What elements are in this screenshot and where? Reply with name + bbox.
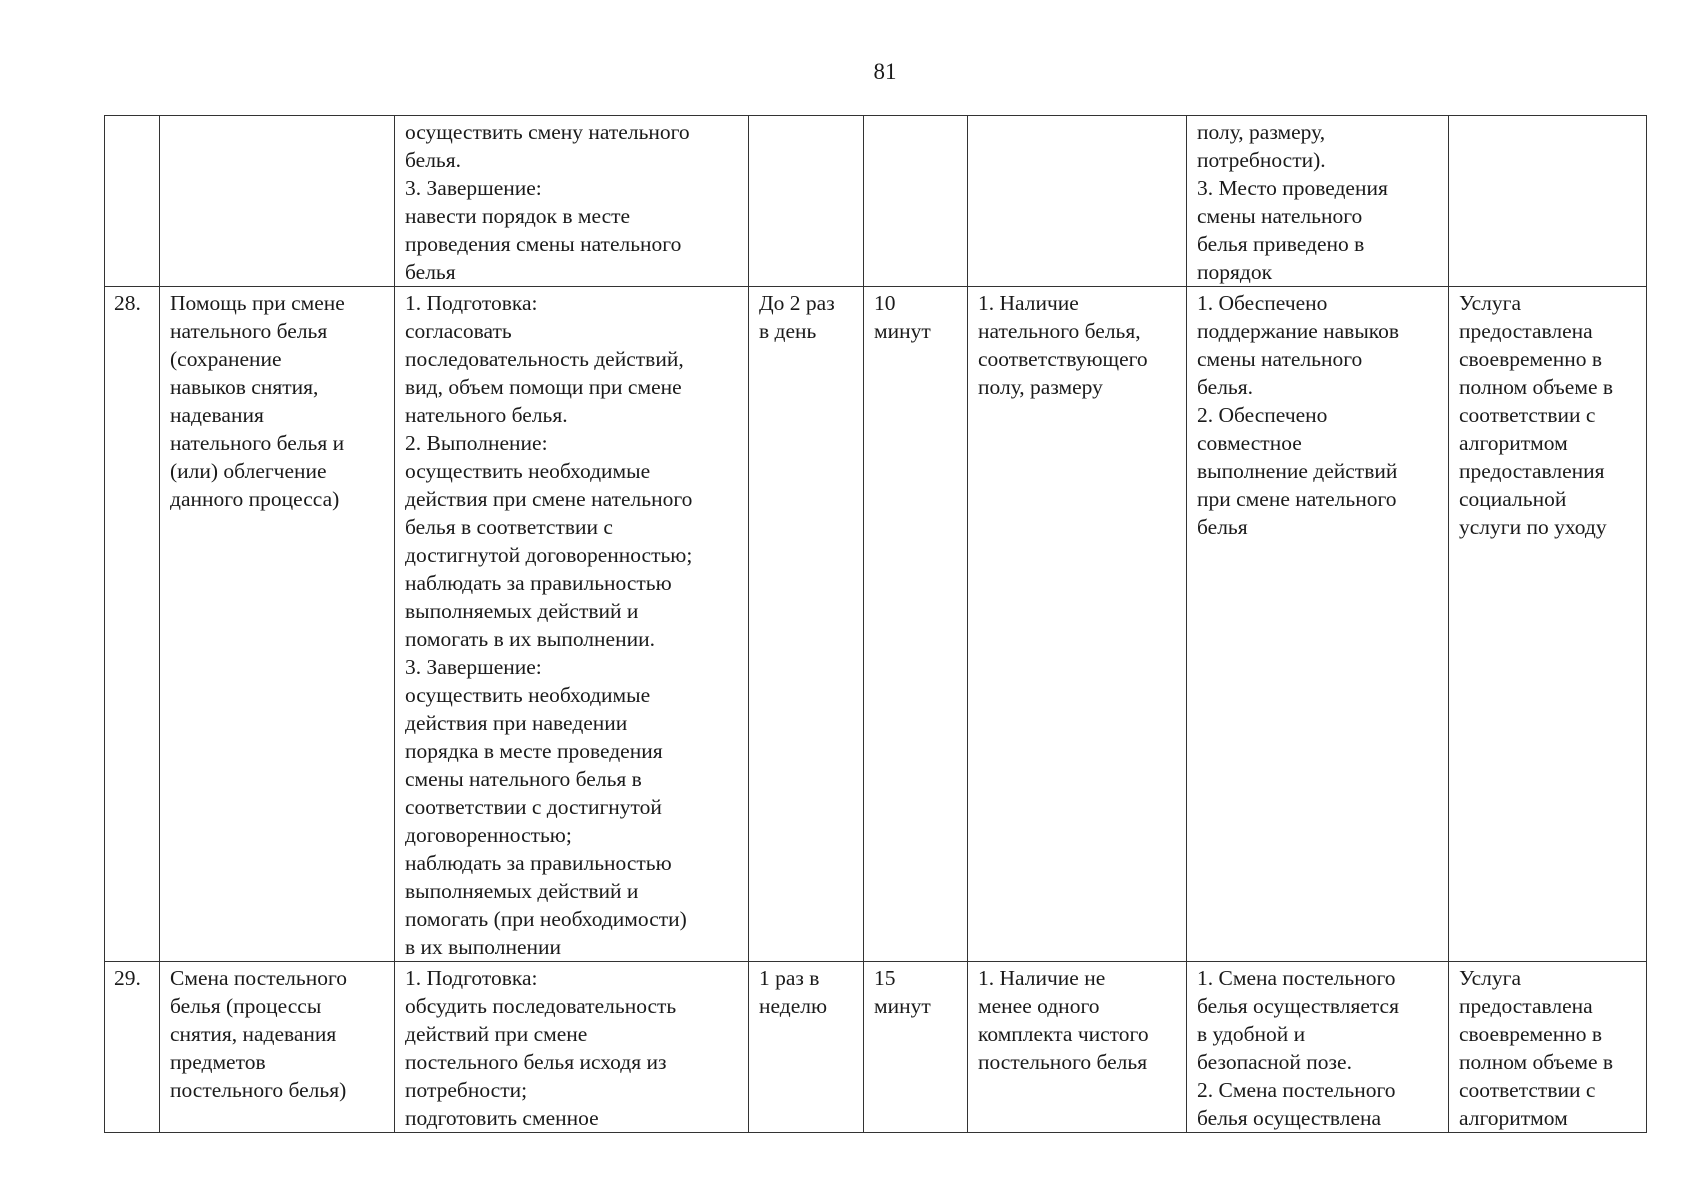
table-row bbox=[105, 287, 1647, 962]
cell-line: при смене нательного bbox=[1197, 487, 1397, 511]
actions-cell bbox=[395, 116, 749, 287]
cell-line: предоставлена bbox=[1459, 319, 1593, 343]
cell-line: смены нательного bbox=[1197, 204, 1363, 228]
cell-line: предметов bbox=[170, 1050, 266, 1074]
cell-line: соответствии с bbox=[1459, 1078, 1596, 1102]
duration-cell bbox=[864, 116, 968, 287]
cell-line: совместное bbox=[1197, 431, 1302, 455]
cell-line: подготовить сменное bbox=[405, 1106, 599, 1130]
cell-line: безопасной позе. bbox=[1197, 1050, 1352, 1074]
cell-line: осуществить необходимые bbox=[405, 683, 651, 707]
cell-line: данного процесса) bbox=[170, 487, 340, 511]
conditions-cell bbox=[968, 116, 1187, 287]
cell-line: 1 раз в bbox=[759, 966, 820, 990]
cell-line: действия при наведении bbox=[405, 711, 628, 735]
cell-line: полном объеме в bbox=[1459, 375, 1614, 399]
cell-line: вид, объем помощи при смене bbox=[405, 375, 682, 399]
cell-line: последовательность действий, bbox=[405, 347, 684, 371]
cell-line: в день bbox=[759, 319, 817, 343]
conditions-cell bbox=[968, 962, 1187, 1133]
cell-line: соответствии с достигнутой bbox=[405, 795, 662, 819]
cell-line: осуществить необходимые bbox=[405, 459, 651, 483]
cell-line: 2. Обеспечено bbox=[1197, 403, 1328, 427]
cell-line: осуществить смену нательного bbox=[405, 120, 690, 144]
cell-line: (или) облегчение bbox=[170, 459, 327, 483]
cell-line: 10 bbox=[874, 291, 896, 315]
num-cell: 29. bbox=[105, 962, 160, 1133]
cell-line: согласовать bbox=[405, 319, 512, 343]
frequency-cell bbox=[749, 116, 864, 287]
cell-line: договоренностью; bbox=[405, 823, 572, 847]
cell-line: постельного белья) bbox=[170, 1078, 347, 1102]
cell-line: нательного белья. bbox=[405, 403, 568, 427]
cell-line: 3. Место проведения bbox=[1197, 176, 1388, 200]
cell-line: 1. Обеспечено bbox=[1197, 291, 1328, 315]
cell-line: белья осуществляется bbox=[1197, 994, 1399, 1018]
table-row bbox=[105, 962, 1647, 1133]
cell-line: достигнутой договоренностью; bbox=[405, 543, 693, 567]
cell-line: своевременно в bbox=[1459, 1022, 1602, 1046]
cell-line: обсудить последовательность bbox=[405, 994, 677, 1018]
evaluation-cell bbox=[1449, 962, 1647, 1133]
cell-line: услуги по уходу bbox=[1459, 515, 1607, 539]
cell-line: нательного белья bbox=[170, 319, 328, 343]
cell-line: минут bbox=[874, 994, 931, 1018]
page-number: 81 bbox=[873, 59, 897, 84]
table-body bbox=[105, 116, 1647, 1133]
cell-line: выполняемых действий и bbox=[405, 599, 639, 623]
cell-line: 2. Выполнение: bbox=[405, 431, 548, 455]
cell-line: снятия, надевания bbox=[170, 1022, 337, 1046]
cell-line: 1. Подготовка: bbox=[405, 966, 538, 990]
cell-line: 3. Завершение: bbox=[405, 176, 542, 200]
cell-line: 1. Наличие bbox=[978, 291, 1079, 315]
cell-line: навести порядок в месте bbox=[405, 204, 631, 228]
cell-line: алгоритмом bbox=[1459, 1106, 1568, 1130]
cell-line: соответствии с bbox=[1459, 403, 1596, 427]
name-cell bbox=[160, 116, 395, 287]
cell-line: минут bbox=[874, 319, 931, 343]
conditions-cell bbox=[968, 287, 1187, 962]
cell-line: Помощь при смене bbox=[170, 291, 345, 315]
cell-line: До 2 раз bbox=[759, 291, 835, 315]
num-cell: 28. bbox=[105, 287, 160, 962]
name-cell bbox=[160, 287, 395, 962]
actions-cell bbox=[395, 287, 749, 962]
name-cell bbox=[160, 962, 395, 1133]
cell-line: наблюдать за правильностью bbox=[405, 571, 672, 595]
duration-cell bbox=[864, 962, 968, 1133]
cell-line: 1. Наличие не bbox=[978, 966, 1106, 990]
cell-line: алгоритмом bbox=[1459, 431, 1568, 455]
cell-line: выполнение действий bbox=[1197, 459, 1398, 483]
cell-line: белья. bbox=[405, 148, 461, 172]
frequency-cell bbox=[749, 962, 864, 1133]
cell-line: постельного белья bbox=[978, 1050, 1148, 1074]
cell-line: потребности; bbox=[405, 1078, 528, 1102]
cell-line: 1. Смена постельного bbox=[1197, 966, 1396, 990]
cell-line: в их выполнении bbox=[405, 935, 562, 959]
cell-line: белья. bbox=[1197, 375, 1253, 399]
cell-line: действий при смене bbox=[405, 1022, 588, 1046]
cell-line: белья осуществлена bbox=[1197, 1106, 1382, 1130]
cell-line: полу, размеру bbox=[978, 375, 1103, 399]
cell-line: надевания bbox=[170, 403, 264, 427]
cell-line: соответствующего bbox=[978, 347, 1148, 371]
cell-line: проведения смены нательного bbox=[405, 232, 682, 256]
duration-cell bbox=[864, 287, 968, 962]
services-table bbox=[104, 115, 1647, 1133]
cell-line: 3. Завершение: bbox=[405, 655, 542, 679]
cell-line: порядка в месте проведения bbox=[405, 739, 663, 763]
cell-line: потребности). bbox=[1197, 148, 1326, 172]
cell-line: Услуга bbox=[1459, 966, 1522, 990]
cell-line: в удобной и bbox=[1197, 1022, 1306, 1046]
cell-line: предоставлена bbox=[1459, 994, 1593, 1018]
cell-line: нательного белья и bbox=[170, 431, 345, 455]
cell-line: полу, размеру, bbox=[1197, 120, 1326, 144]
cell-line: белья в соответствии с bbox=[405, 515, 613, 539]
cell-line: 2. Смена постельного bbox=[1197, 1078, 1396, 1102]
cell-line: полном объеме в bbox=[1459, 1050, 1614, 1074]
cell-line: Услуга bbox=[1459, 291, 1522, 315]
frequency-cell bbox=[749, 287, 864, 962]
cell-line: белья bbox=[1197, 515, 1248, 539]
cell-line: наблюдать за правильностью bbox=[405, 851, 672, 875]
cell-line: постельного белья исходя из bbox=[405, 1050, 667, 1074]
table-row bbox=[105, 116, 1647, 287]
results-cell bbox=[1187, 287, 1449, 962]
cell-line: смены нательного bbox=[1197, 347, 1363, 371]
evaluation-cell bbox=[1449, 116, 1647, 287]
cell-line: поддержание навыков bbox=[1197, 319, 1400, 343]
cell-line: нательного белья, bbox=[978, 319, 1141, 343]
cell-line: 1. Подготовка: bbox=[405, 291, 538, 315]
cell-line: социальной bbox=[1459, 487, 1567, 511]
cell-line: предоставления bbox=[1459, 459, 1605, 483]
cell-line: (сохранение bbox=[170, 347, 282, 371]
cell-line: белья bbox=[405, 260, 456, 284]
cell-line: своевременно в bbox=[1459, 347, 1602, 371]
results-cell bbox=[1187, 962, 1449, 1133]
cell-line: выполняемых действий и bbox=[405, 879, 639, 903]
cell-line: белья (процессы bbox=[170, 994, 322, 1018]
cell-line: менее одного bbox=[978, 994, 1100, 1018]
cell-line: белья приведено в bbox=[1197, 232, 1365, 256]
num-cell bbox=[105, 116, 160, 287]
cell-line: порядок bbox=[1197, 260, 1273, 284]
cell-line: помогать в их выполнении. bbox=[405, 627, 655, 651]
results-cell bbox=[1187, 116, 1449, 287]
cell-line: 15 bbox=[874, 966, 896, 990]
cell-line: Смена постельного bbox=[170, 966, 348, 990]
cell-line: неделю bbox=[759, 994, 828, 1018]
cell-line: навыков снятия, bbox=[170, 375, 319, 399]
cell-line: смены нательного белья в bbox=[405, 767, 642, 791]
cell-line: комплекта чистого bbox=[978, 1022, 1149, 1046]
actions-cell bbox=[395, 962, 749, 1133]
cell-line: действия при смене нательного bbox=[405, 487, 693, 511]
evaluation-cell bbox=[1449, 287, 1647, 962]
cell-line: помогать (при необходимости) bbox=[405, 907, 687, 931]
